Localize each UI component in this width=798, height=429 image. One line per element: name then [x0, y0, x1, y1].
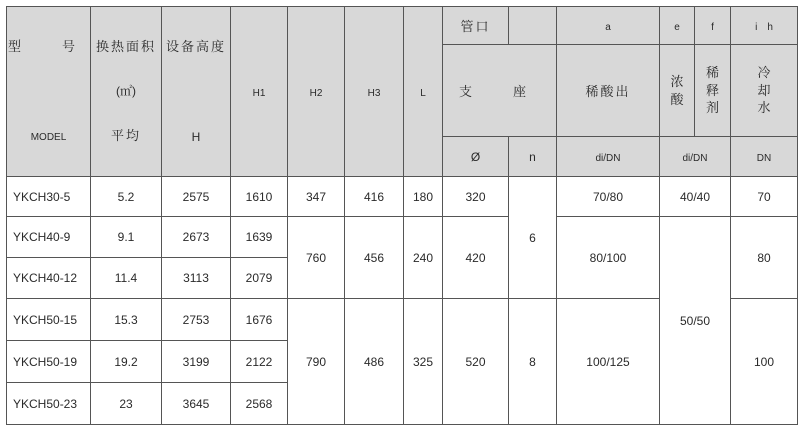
cell-h2: 760	[288, 217, 345, 299]
cell-water: 100	[731, 299, 798, 425]
cell-height: 3199	[162, 341, 231, 383]
header-port-ih-label: i h	[755, 22, 773, 33]
cell-phi: 420	[443, 217, 509, 299]
header-height-symbol: H	[191, 129, 201, 144]
cell-l: 325	[404, 299, 443, 425]
header-h1-label: H1	[252, 87, 266, 99]
header-conc-acid	[660, 45, 695, 137]
header-cooling-water	[731, 45, 798, 137]
cell-model: YKCH40-12	[7, 258, 91, 299]
cell-area: 9.1	[91, 217, 162, 258]
header-h3	[345, 7, 404, 177]
spec-table	[6, 6, 798, 425]
cell-height: 3113	[162, 258, 231, 299]
header-pipe-port	[443, 7, 509, 45]
header-port-a	[557, 7, 660, 45]
header-h2-label: H2	[309, 87, 323, 99]
cell-height: 2575	[162, 177, 231, 217]
header-diluent-label: 稀释剂	[705, 65, 719, 116]
cell-area: 19.2	[91, 341, 162, 383]
header-h3-label: H3	[367, 87, 381, 99]
cell-model: YKCH50-19	[7, 341, 91, 383]
cell-n: 6	[509, 177, 557, 299]
header-height-label: 设备高度	[165, 38, 226, 54]
table-row	[7, 217, 798, 258]
cell-height: 3645	[162, 383, 231, 425]
cell-h2: 790	[288, 299, 345, 425]
header-port-a-label: a	[605, 21, 611, 33]
cell-h3: 416	[345, 177, 404, 217]
cell-dilute: 80/100	[557, 217, 660, 299]
header-support	[443, 45, 557, 137]
cell-height: 2673	[162, 217, 231, 258]
header-di-dn-dilute-label: di/DN	[595, 152, 621, 164]
cell-h1: 2122	[231, 341, 288, 383]
cell-h2: 347	[288, 177, 345, 217]
cell-h1: 1639	[231, 217, 288, 258]
header-h1	[231, 7, 288, 177]
header-model	[7, 7, 91, 177]
cell-h3: 486	[345, 299, 404, 425]
cell-l: 240	[404, 217, 443, 299]
header-n	[509, 137, 557, 177]
header-port-f	[695, 7, 731, 45]
cell-model: YKCH50-23	[7, 383, 91, 425]
cell-conc: 50/50	[660, 217, 731, 425]
header-di-dn-acid-label: di/DN	[682, 152, 708, 164]
header-l	[404, 7, 443, 177]
header-area-label: 换热面积	[95, 38, 156, 54]
cell-conc: 40/40	[660, 177, 731, 217]
header-area	[91, 7, 162, 177]
cell-water: 70	[731, 177, 798, 217]
header-area-avg: 平均	[110, 128, 141, 144]
header-di-dn-acid	[660, 137, 731, 177]
cell-h1: 2568	[231, 383, 288, 425]
header-port-f-label: f	[711, 21, 714, 33]
header-phi-label: Ø	[470, 149, 481, 164]
cell-h1: 1610	[231, 177, 288, 217]
header-height	[162, 7, 231, 177]
cell-h1: 2079	[231, 258, 288, 299]
header-model-cn: 型 号	[7, 38, 89, 54]
header-area-unit: (㎡)	[116, 84, 136, 98]
cell-phi: 320	[443, 177, 509, 217]
header-n-label: n	[529, 149, 536, 164]
table-row	[7, 177, 798, 217]
header-port-e	[660, 7, 695, 45]
cell-n: 8	[509, 299, 557, 425]
cell-area: 11.4	[91, 258, 162, 299]
cell-model: YKCH30-5	[7, 177, 91, 217]
cell-water: 80	[731, 217, 798, 299]
header-l-label: L	[420, 87, 426, 99]
header-cooling-water-label: 冷却水	[757, 65, 771, 116]
header-model-en: MODEL	[30, 132, 67, 143]
header-conc-acid-label: 浓酸	[670, 73, 684, 107]
cell-phi: 520	[443, 299, 509, 425]
header-diluent	[695, 45, 731, 137]
header-port-e-label: e	[674, 21, 680, 33]
cell-dilute: 100/125	[557, 299, 660, 425]
cell-h1: 1676	[231, 299, 288, 341]
cell-h3: 456	[345, 217, 404, 299]
header-h2	[288, 7, 345, 177]
cell-model: YKCH40-9	[7, 217, 91, 258]
header-support-label: 支 座	[458, 84, 540, 99]
cell-l: 180	[404, 177, 443, 217]
header-dn-label: DN	[756, 152, 772, 164]
header-dilute-acid-out-label: 稀酸出	[585, 84, 631, 99]
cell-area: 5.2	[91, 177, 162, 217]
header-dilute-acid-out	[557, 45, 660, 137]
cell-height: 2753	[162, 299, 231, 341]
header-dn	[731, 137, 798, 177]
cell-area: 23	[91, 383, 162, 425]
header-di-dn-dilute	[557, 137, 660, 177]
header-pipe-port-blank	[509, 7, 557, 45]
cell-dilute: 70/80	[557, 177, 660, 217]
header-phi	[443, 137, 509, 177]
header-port-ih	[731, 7, 798, 45]
cell-area: 15.3	[91, 299, 162, 341]
cell-model: YKCH50-15	[7, 299, 91, 341]
header-pipe-port-label: 管口	[460, 19, 491, 34]
